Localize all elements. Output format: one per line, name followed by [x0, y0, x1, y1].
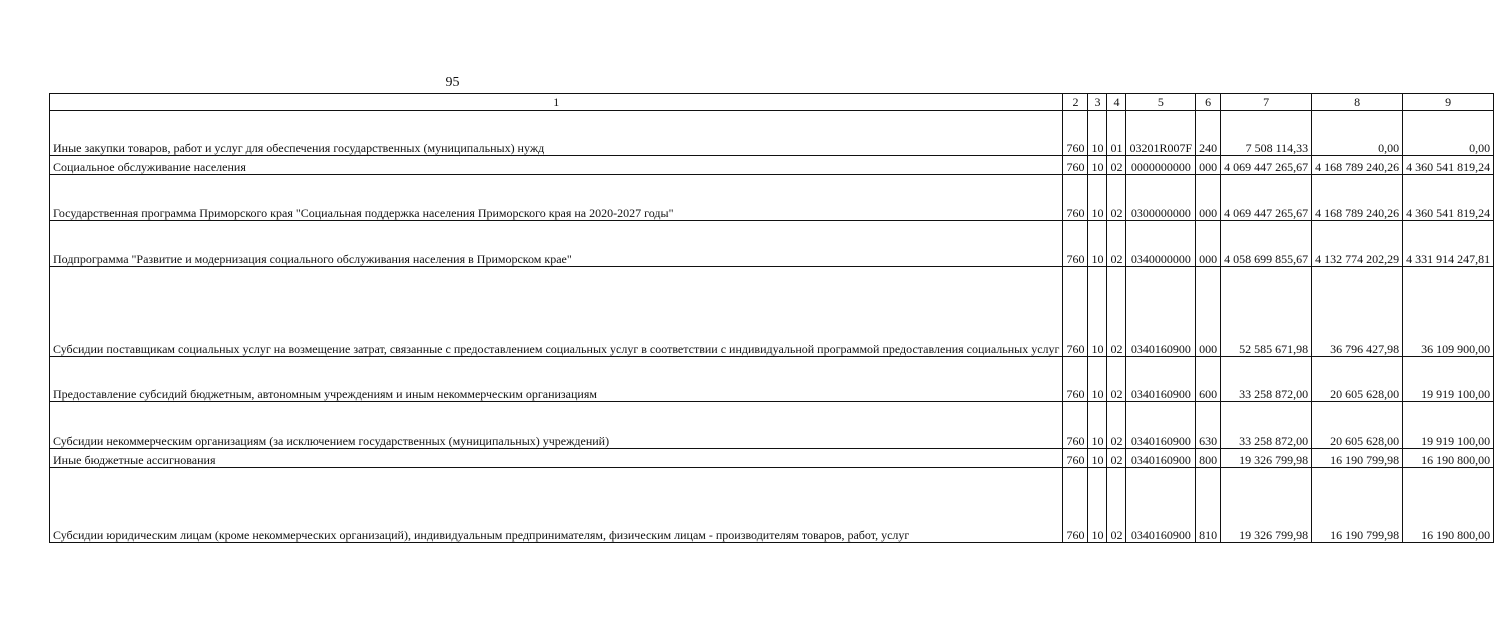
row-expense-type: 630 — [1196, 402, 1221, 449]
row-amount-8: 4 168 789 240,26 — [1312, 156, 1403, 175]
row-amount-7: 4 069 447 265,67 — [1221, 175, 1312, 221]
row-target-code: 0300000000 — [1126, 175, 1196, 221]
row-section-code: 10 — [1088, 111, 1107, 156]
row-amount-8: 20 605 628,00 — [1312, 357, 1403, 402]
row-expense-type: 000 — [1196, 175, 1221, 221]
table-row — [50, 402, 1494, 449]
row-target-code: 0000000000 — [1126, 156, 1196, 175]
row-name: Иные закупки товаров, работ и услуг для обеспечения государственных (муниципальных) нужд — [50, 111, 1063, 156]
row-expense-type: 800 — [1196, 449, 1221, 468]
row-amount-9: 16 190 800,00 — [1403, 468, 1494, 543]
row-ministry-code: 760 — [1063, 221, 1088, 267]
table-row — [50, 221, 1494, 267]
row-section-code: 10 — [1088, 156, 1107, 175]
row-name: Субсидии юридическим лицам (кроме некоммерческих организаций), индивидуальным предпринимателям, физическим лицам - производителям товаров, работ, услуг — [50, 468, 1063, 543]
header-col-9: 9 — [1403, 94, 1494, 111]
row-name: Государственная программа Приморского края "Социальная поддержка населения Приморского края на 2020-2027 годы" — [50, 175, 1063, 221]
row-subsection-code: 02 — [1107, 156, 1126, 175]
table-row — [50, 267, 1494, 357]
row-amount-7: 7 508 114,33 — [1221, 111, 1312, 156]
row-ministry-code: 760 — [1063, 449, 1088, 468]
row-expense-type: 810 — [1196, 468, 1221, 543]
header-col-5: 5 — [1126, 94, 1196, 111]
row-expense-type: 000 — [1196, 156, 1221, 175]
row-expense-type: 240 — [1196, 111, 1221, 156]
row-section-code: 10 — [1088, 468, 1107, 543]
row-amount-7: 19 326 799,98 — [1221, 468, 1312, 543]
row-target-code: 0340160900 — [1126, 449, 1196, 468]
row-name: Субсидии некоммерческим организациям (за исключением государственных (муниципальных) учреждений) — [50, 402, 1063, 449]
header-row — [50, 94, 1494, 111]
table-row — [50, 175, 1494, 221]
row-ministry-code: 760 — [1063, 111, 1088, 156]
row-subsection-code: 02 — [1107, 449, 1126, 468]
row-amount-9: 16 190 800,00 — [1403, 449, 1494, 468]
page-number: 95 — [445, 75, 460, 90]
row-section-code: 10 — [1088, 221, 1107, 267]
row-expense-type: 000 — [1196, 221, 1221, 267]
row-subsection-code: 02 — [1107, 221, 1126, 267]
row-expense-type: 600 — [1196, 357, 1221, 402]
row-amount-8: 16 190 799,98 — [1312, 449, 1403, 468]
row-subsection-code: 01 — [1107, 111, 1126, 156]
row-amount-8: 36 796 427,98 — [1312, 267, 1403, 357]
table-row — [50, 111, 1494, 156]
row-amount-8: 4 168 789 240,26 — [1312, 175, 1403, 221]
row-ministry-code: 760 — [1063, 357, 1088, 402]
row-amount-8: 20 605 628,00 — [1312, 402, 1403, 449]
row-ministry-code: 760 — [1063, 175, 1088, 221]
header-col-8: 8 — [1312, 94, 1403, 111]
row-amount-9: 19 919 100,00 — [1403, 402, 1494, 449]
table-row — [50, 449, 1494, 468]
row-target-code: 0340000000 — [1126, 221, 1196, 267]
row-ministry-code: 760 — [1063, 267, 1088, 357]
row-amount-9: 4 360 541 819,24 — [1403, 175, 1494, 221]
row-amount-9: 36 109 900,00 — [1403, 267, 1494, 357]
row-name: Социальное обслуживание населения — [50, 156, 1063, 175]
row-amount-7: 4 069 447 265,67 — [1221, 156, 1312, 175]
header-col-2: 2 — [1063, 94, 1088, 111]
row-target-code: 0340160900 — [1126, 357, 1196, 402]
row-name: Предоставление субсидий бюджетным, автономным учреждениям и иным некоммерческим организациям — [50, 357, 1063, 402]
row-amount-9: 4 331 914 247,81 — [1403, 221, 1494, 267]
row-expense-type: 000 — [1196, 267, 1221, 357]
row-ministry-code: 760 — [1063, 402, 1088, 449]
header-col-4: 4 — [1107, 94, 1126, 111]
table-row — [50, 468, 1494, 543]
row-ministry-code: 760 — [1063, 468, 1088, 543]
row-section-code: 10 — [1088, 402, 1107, 449]
row-section-code: 10 — [1088, 267, 1107, 357]
row-amount-8: 16 190 799,98 — [1312, 468, 1403, 543]
row-amount-7: 52 585 671,98 — [1221, 267, 1312, 357]
row-amount-9: 0,00 — [1403, 111, 1494, 156]
row-subsection-code: 02 — [1107, 267, 1126, 357]
row-target-code: 0340160900 — [1126, 402, 1196, 449]
row-amount-7: 33 258 872,00 — [1221, 357, 1312, 402]
table-row — [50, 156, 1494, 175]
header-col-7: 7 — [1221, 94, 1312, 111]
row-subsection-code: 02 — [1107, 175, 1126, 221]
header-col-1: 1 — [50, 94, 1063, 111]
header-col-6: 6 — [1196, 94, 1221, 111]
row-amount-7: 33 258 872,00 — [1221, 402, 1312, 449]
row-target-code: 0340160900 — [1126, 468, 1196, 543]
row-name: Подпрограмма "Развитие и модернизация социального обслуживания населения в Приморском крае" — [50, 221, 1063, 267]
row-amount-9: 4 360 541 819,24 — [1403, 156, 1494, 175]
row-amount-8: 0,00 — [1312, 111, 1403, 156]
row-amount-7: 4 058 699 855,67 — [1221, 221, 1312, 267]
row-subsection-code: 02 — [1107, 357, 1126, 402]
header-col-3: 3 — [1088, 94, 1107, 111]
budget-table — [49, 93, 1494, 543]
row-subsection-code: 02 — [1107, 402, 1126, 449]
row-target-code: 03201R007F — [1126, 111, 1196, 156]
row-section-code: 10 — [1088, 175, 1107, 221]
row-subsection-code: 02 — [1107, 468, 1126, 543]
row-amount-7: 19 326 799,98 — [1221, 449, 1312, 468]
row-section-code: 10 — [1088, 357, 1107, 402]
row-target-code: 0340160900 — [1126, 267, 1196, 357]
row-name: Иные бюджетные ассигнования — [50, 449, 1063, 468]
row-section-code: 10 — [1088, 449, 1107, 468]
row-name: Субсидии поставщикам социальных услуг на возмещение затрат, связанные с предоставлением социальных услуг в соответствии с индивидуальной программой предоставления социальных услуг — [50, 267, 1063, 357]
row-amount-9: 19 919 100,00 — [1403, 357, 1494, 402]
table-row — [50, 357, 1494, 402]
row-amount-8: 4 132 774 202,29 — [1312, 221, 1403, 267]
row-ministry-code: 760 — [1063, 156, 1088, 175]
